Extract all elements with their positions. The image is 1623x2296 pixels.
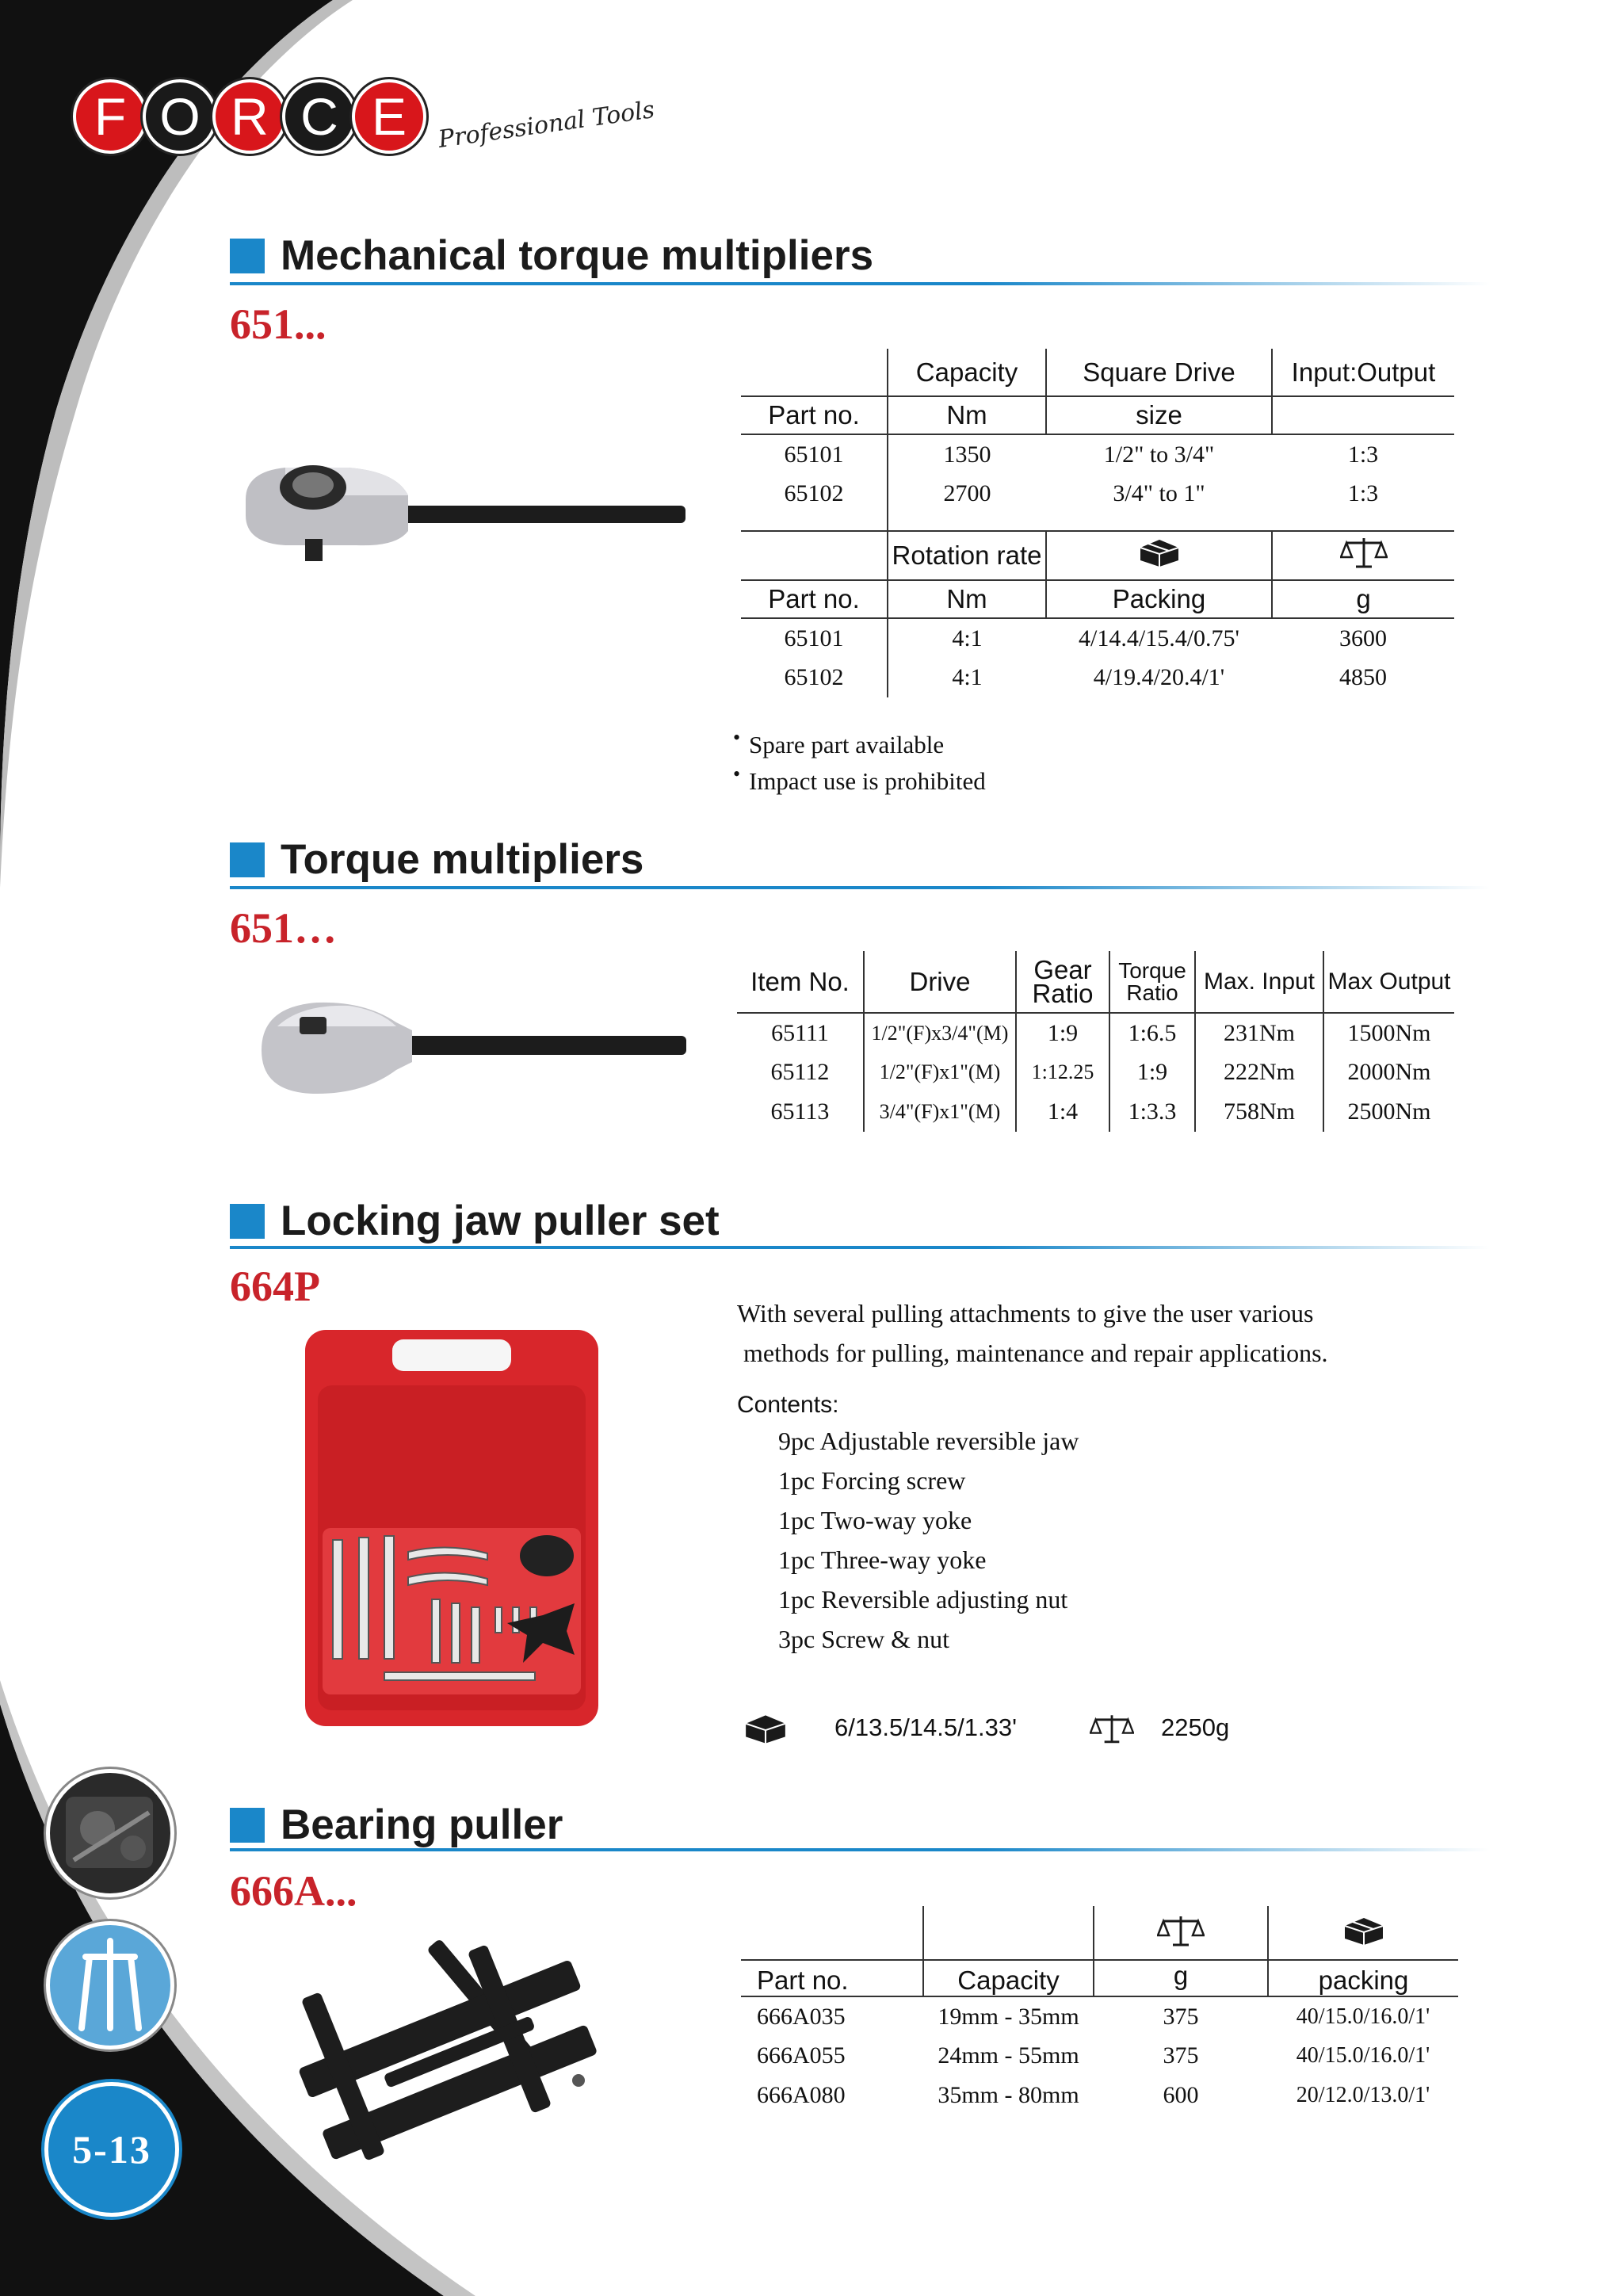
table-header: g xyxy=(1272,580,1454,618)
table-header: Packing xyxy=(1046,580,1272,618)
table-header: Part no. xyxy=(741,396,888,434)
section-marker xyxy=(230,1204,265,1239)
product-code: 651... xyxy=(230,300,327,348)
product-description: methods for pulling, maintenance and repair applications. xyxy=(743,1339,1328,1367)
product-description: With several pulling attachments to give the user various xyxy=(737,1299,1314,1328)
table-row: 65101 4:1 4/14.4/15.4/0.75' 3600 xyxy=(741,618,1454,658)
box-icon xyxy=(1046,531,1272,580)
scale-icon xyxy=(1272,531,1454,580)
table-header: Rotation rate xyxy=(888,531,1046,580)
scale-icon xyxy=(1094,1906,1268,1960)
engine-category-icon xyxy=(46,1769,174,1897)
table-header: Drive xyxy=(864,951,1016,1013)
packing-value: 6/13.5/14.5/1.33' xyxy=(834,1713,1018,1741)
product-code: 651… xyxy=(230,904,337,952)
section-marker xyxy=(230,239,265,273)
table-header: Part no. xyxy=(741,1960,923,1996)
bearing-puller-image xyxy=(262,1918,642,2179)
contents-item: 1pc Forcing screw xyxy=(778,1466,966,1495)
box-icon xyxy=(743,1712,789,1745)
table-row: 65112 1/2"(F)x1"(M) 1:12.25 1:9 222Nm 2000Nm xyxy=(737,1052,1454,1092)
table-header xyxy=(1272,396,1454,434)
product-code: 664P xyxy=(230,1263,320,1310)
section-title: Mechanical torque multipliers xyxy=(230,231,873,280)
table-header: packing xyxy=(1268,1960,1458,1996)
puller-set-case-image xyxy=(305,1330,598,1726)
puller-category-icon xyxy=(46,1921,174,2050)
contents-item: 1pc Three-way yoke xyxy=(778,1545,987,1574)
specs-table-1 xyxy=(741,349,1454,697)
box-icon xyxy=(1268,1906,1458,1960)
table-row: 65101 1350 1/2" to 3/4" 1:3 xyxy=(741,434,1454,474)
note: • Impact use is prohibited xyxy=(749,767,986,796)
section-title: Torque multipliers xyxy=(230,835,643,884)
specs-table-bearing xyxy=(741,1906,1458,2115)
logo-letter: C xyxy=(282,79,357,154)
logo-tagline: Professional Tools xyxy=(436,95,657,154)
contents-item: 1pc Reversible adjusting nut xyxy=(778,1585,1068,1614)
table-row: 65111 1/2"(F)x3/4"(M) 1:9 1:6.5 231Nm 1500Nm xyxy=(737,1013,1454,1052)
weight-value: 2250g xyxy=(1161,1713,1230,1741)
table-header: Square Drive xyxy=(1046,349,1272,396)
contents-label: Contents: xyxy=(737,1392,839,1418)
table-header: Nm xyxy=(888,580,1046,618)
logo-letter: F xyxy=(73,79,147,154)
table-header: Capacity xyxy=(923,1960,1094,1996)
product-code: 666A... xyxy=(230,1867,357,1915)
torque-multiplier-image xyxy=(254,995,697,1106)
table-row: 666A055 24mm - 55mm 375 40/15.0/16.0/1' xyxy=(757,2042,1430,2069)
table-row: 65102 2700 3/4" to 1" 1:3 xyxy=(741,474,1454,514)
table-header: Capacity xyxy=(888,349,1046,396)
table-header: size xyxy=(1046,396,1272,434)
table-header: Part no. xyxy=(741,580,888,618)
table-header xyxy=(741,531,888,580)
force-logo xyxy=(73,79,655,154)
contents-item: 9pc Adjustable reversible jaw xyxy=(778,1427,1079,1455)
table-header: Item No. xyxy=(737,951,864,1013)
table-header: Nm xyxy=(888,396,1046,434)
table-row: 666A035 19mm - 35mm 375 40/15.0/16.0/1' xyxy=(757,2003,1430,2030)
section-underline xyxy=(230,1246,1490,1249)
table-row: 65113 3/4"(F)x1"(M) 1:4 1:3.3 758Nm 2500Nm xyxy=(737,1092,1454,1132)
table-row: 666A080 35mm - 80mm 600 20/12.0/13.0/1' xyxy=(757,2082,1430,2108)
scale-icon xyxy=(1090,1712,1134,1745)
table-header: Max Output xyxy=(1323,951,1454,1013)
specs-table-torque xyxy=(737,951,1454,1132)
section-marker xyxy=(230,1808,265,1843)
contents-item: 1pc Two-way yoke xyxy=(778,1506,972,1534)
note: • Spare part available xyxy=(749,731,944,759)
mechanical-torque-multiplier-image xyxy=(238,452,697,571)
logo-letter: O xyxy=(143,79,217,154)
section-underline xyxy=(230,1848,1490,1851)
page-number: 5-13 xyxy=(44,2082,179,2217)
logo-letter: R xyxy=(212,79,287,154)
table-header: Torque Ratio xyxy=(1109,951,1195,1013)
section-underline xyxy=(230,886,1490,889)
logo-letter: E xyxy=(352,79,426,154)
section-underline xyxy=(230,282,1490,285)
table-header: Max. Input xyxy=(1195,951,1323,1013)
table-row: 65102 4:1 4/19.4/20.4/1' 4850 xyxy=(741,658,1454,697)
table-header: g xyxy=(1094,1960,1268,1996)
table-header: Gear Ratio xyxy=(1016,951,1109,1013)
contents-item: 3pc Screw & nut xyxy=(778,1625,949,1653)
table-header: Input:Output xyxy=(1272,349,1454,396)
section-title: Bearing puller xyxy=(230,1801,563,1849)
section-title: Locking jaw puller set xyxy=(230,1197,720,1245)
section-marker xyxy=(230,842,265,877)
table-header xyxy=(741,349,888,396)
